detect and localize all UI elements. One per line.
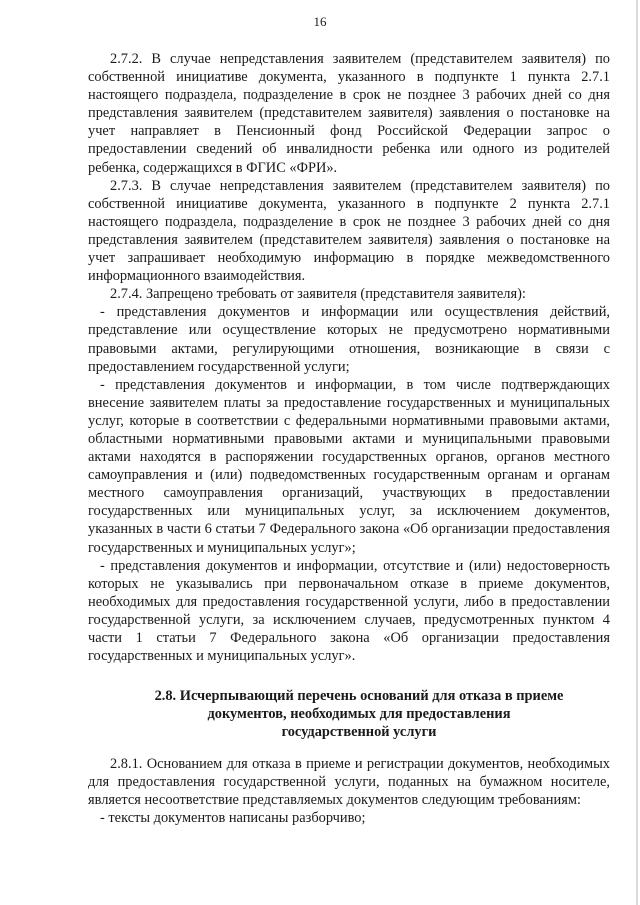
paragraph-2-7-2: 2.7.2. В случае непредставления заявителем (представителем заявителя) по собственной инициативе документа, указанного в подпункте 1 пункта 2.7.1 настоящего подраздела, подразделение в срок не позднее 3 рабочих дней со дня представления заявителем (представителем заявителя) заявления о постановке на учет направляет в Пенсионный фонд Российской Федерации запрос о предоставлении сведений об инвалидности ребенка или одного из родителей ребенка, содержащихся в ФГИС «ФРИ».: [88, 51, 610, 176]
list-item: - представления документов и информации, отсутствие и (или) недостоверность которых не указывались при первоначальном отказе в приеме документов, необходимых для предоставления государственной услуги, либо в предоставлении государственной услуги, за исключением случаев, предусмотренных пунктом 4 части 1 статьи 7 Федерального закона «Об организации предоставления государственных и муниципальных услуг».: [88, 557, 610, 665]
paragraph-2-7-3: 2.7.3. В случае непредставления заявителем (представителем заявителя) по собственной инициативе документа, указанного в подпункте 2 пункта 2.7.1 настоящего подраздела, подразделение в срок не позднее 3 рабочих дней со дня представления заявителем (представителем заявителя) заявления о постановке на учет запрашивает необходимую информацию в порядке межведомственного информационного взаимодействия.: [88, 177, 610, 285]
paragraph-2-8-1: 2.8.1. Основанием для отказа в приеме и регистрации документов, необходимых для предоставления государственной услуги, поданных на бумажном носителе, является несоответствие представляемых документов следующим требованиям:: [88, 756, 610, 809]
list-item: - представления документов и информации или осуществления действий, представление или осуществление которых не предусмотрено нормативными правовыми актами, регулирующими отношения, возникающие в связи с предоставлением государственной услуги;: [88, 304, 610, 375]
document-body: [88, 50, 610, 828]
list-item: - представления документов и информации, в том числе подтверждающих внесение заявителем платы за предоставление государственных и муниципальных услуг, которые в соответствии с федеральными нормативными правовыми актами, областными нормативными правовыми актами и муниципальными правовыми актами находятся в распоряжении государственных органов, органов местного самоуправления и (или) подведомственных государственным органам и органам местного самоуправления организаций, участвующих в предоставлении государственных или муниципальных услуг, за исключением документов, указанных в части 6 статьи 7 Федерального закона «Об организации предоставления государственных и муниципальных услуг»;: [88, 376, 610, 556]
heading-line: 2.8. Исчерпывающий перечень оснований для отказа в приеме: [154, 688, 564, 705]
heading-line: государственной услуги: [281, 724, 437, 741]
paragraph-2-7-4: 2.7.4. Запрещено требовать от заявителя (представителя заявителя):: [110, 286, 526, 303]
scan-edge-line: [636, 0, 638, 905]
heading-line: документов, необходимых для предоставления: [207, 706, 511, 723]
page-number: 16: [313, 14, 327, 29]
list-item: - тексты документов написаны разборчиво;: [100, 810, 366, 827]
section-heading-2-8: [128, 687, 590, 741]
